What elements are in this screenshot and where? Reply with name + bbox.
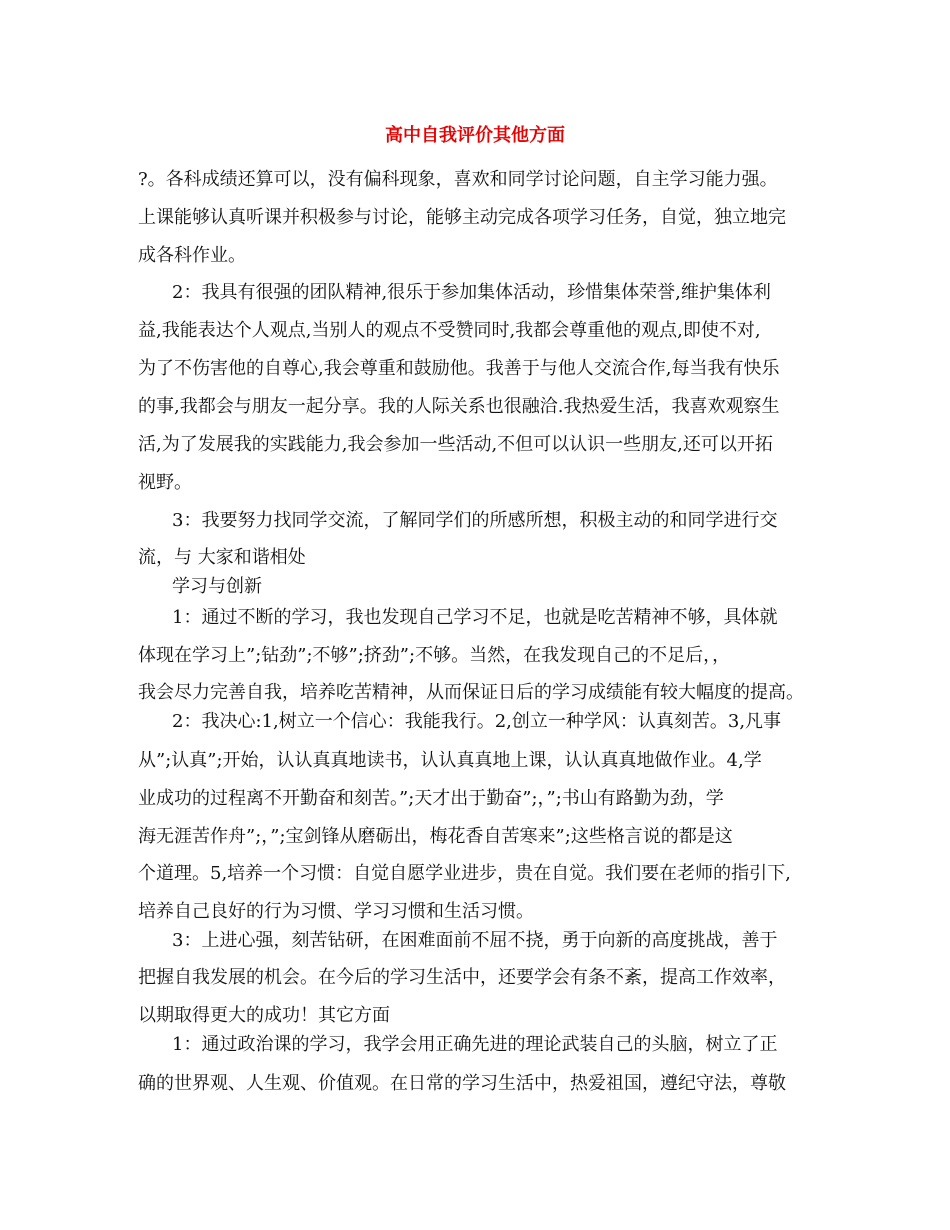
text-line: 确的世界观、人生观、价值观。在日常的学习生活中，热爱祖国，遵纪守法，尊敬 [138, 1073, 786, 1094]
text-line: 海无涯苦作舟”;，”;宝剑锋从磨砺出，梅花香自苦寒来”;这些格言说的都是这 [138, 826, 733, 847]
text-line: 业成功的过程离不开勤奋和刻苦。”;天才出于勤奋”;，”;书山有路勤为劲，学 [138, 788, 724, 809]
text-line: 2：我决心:1,树立一个信心：我能我行。2,创立一种学风：认真刻苦。3,凡事 [172, 711, 782, 732]
text-line: ?。各科成绩还算可以，没有偏科现象，喜欢和同学讨论问题，自主学习能力强。 [138, 169, 778, 190]
text-line: 3：上进心强，刻苦钻研，在困难面前不屈不挠，勇于向新的高度挑战，善于 [172, 930, 778, 951]
text-line: 的事,我都会与朋友一起分享。我的人际关系也很融洽.我热爱生活，我喜欢观察生 [138, 396, 780, 417]
page-title: 高中自我评价其他方面 [385, 125, 565, 146]
text-line: 以期取得更大的成功！其它方面 [138, 1005, 390, 1026]
text-line: 学习与创新 [172, 576, 262, 597]
text-line: 1：通过政治课的学习，我学会用正确先进的理论武装自己的头脑，树立了正 [172, 1034, 778, 1055]
text-line: 从”;认真”;开始，认认真真地读书，认认真真地上课，认认真真地做作业。4,学 [138, 750, 762, 771]
text-line: 活,为了发展我的实践能力,我会参加一些活动,不但可以认识一些朋友,还可以开拓 [138, 434, 773, 455]
text-line: 1：通过不断的学习，我也发现自己学习不足，也就是吃苦精神不够，具体就 [172, 607, 778, 628]
text-line: 为了不伤害他的自尊心,我会尊重和鼓励他。我善于与他人交流合作,每当我有快乐 [138, 358, 780, 379]
text-line: 培养自己良好的行为习惯、学习习惯和生活习惯。 [138, 901, 534, 922]
text-line: 3：我要努力找同学交流，了解同学们的所感所想，积极主动的和同学进行交 [172, 510, 778, 531]
text-line: 2：我具有很强的团队精神,很乐于参加集体活动，珍惜集体荣誉,维护集体利 [172, 282, 771, 303]
text-line: 上课能够认真听课并积极参与讨论，能够主动完成各项学习任务，自觉，独立地完 [138, 207, 786, 228]
text-line: 益,我能表达个人观点,当别人的观点不受赞同时,我都会尊重他的观点,即使不对, [138, 320, 761, 341]
text-line: 体现在学习上”;钻劲”;不够”;挤劲”;不够。当然，在我发现自己的不足后，， [138, 645, 731, 666]
text-line: 成各科作业。 [138, 245, 246, 266]
text-line: 个道理。5,培养一个习惯：自觉自愿学业进步，贵在自觉。我们要在老师的指引下, [138, 863, 791, 884]
text-line: 我会尽力完善自我，培养吃苦精神，从而保证日后的学习成绩能有较大幅度的提高。 [138, 682, 804, 703]
text-line: 视野。 [138, 472, 192, 493]
text-line: 流，与 大家和谐相处 [138, 547, 306, 568]
text-line: 把握自我发展的机会。在今后的学习生活中，还要学会有条不紊，提高工作效率， [138, 967, 786, 988]
